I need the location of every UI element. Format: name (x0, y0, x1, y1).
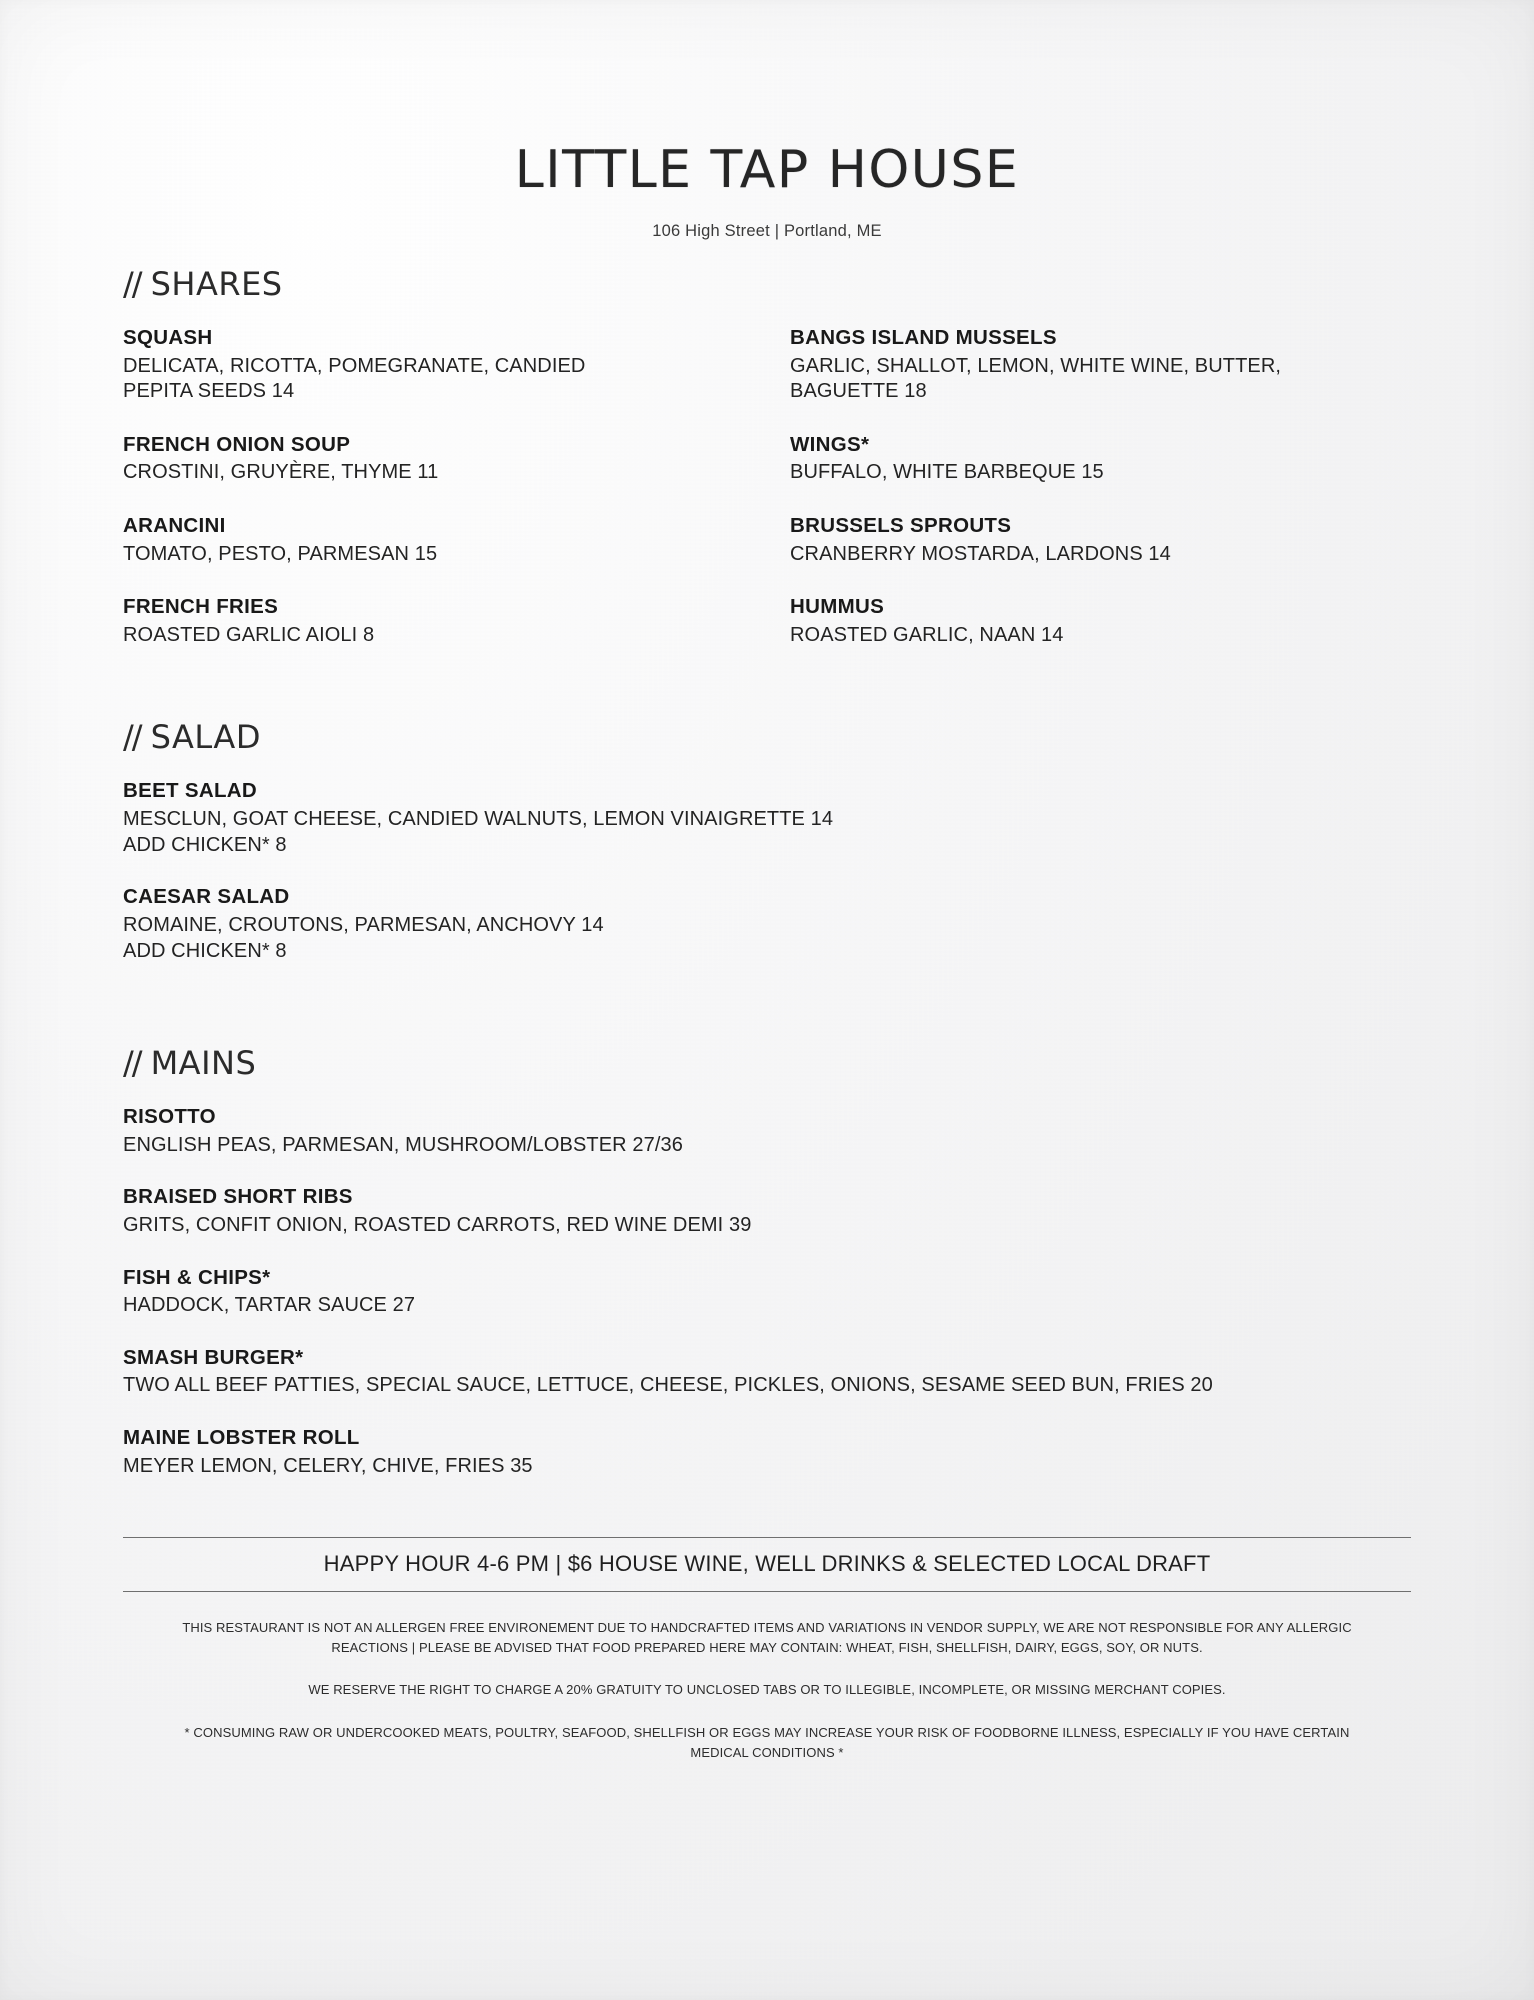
menu-item-description: ROASTED GARLIC AIOLI 8 (123, 623, 375, 646)
menu-item (123, 1184, 1419, 1238)
menu-item-description: TOMATO, PESTO, PARMESAN 15 (123, 542, 438, 565)
menu-item-addon: ADD CHICKEN* 8 (123, 939, 287, 962)
section-heading-shares (115, 265, 1419, 303)
gratuity-notice: WE RESERVE THE RIGHT TO CHARGE A 20% GRATUITY TO UNCLOSED TABS OR TO ILLEGIBLE, INCOMPLETE, OR MISSING MERCHANT COPIES. (308, 1682, 1226, 1698)
salad-list (115, 778, 1419, 964)
shares-left-column (123, 325, 752, 648)
shares-grid (115, 325, 1419, 648)
menu-item (790, 513, 1419, 567)
menu-item-description: ROASTED GARLIC, NAAN 14 (790, 623, 1064, 646)
menu-item-name: FRENCH ONION SOUP (123, 432, 351, 456)
slash-decoration-salad: // (123, 718, 141, 757)
happy-hour-banner: HAPPY HOUR 4-6 PM | $6 HOUSE WINE, WELL DRINKS & SELECTED LOCAL DRAFT (123, 1537, 1411, 1592)
menu-item-description: GARLIC, SHALLOT, LEMON, WHITE WINE, BUTTER, (790, 354, 1282, 377)
menu-item (123, 1265, 1419, 1319)
menu-item-description: HADDOCK, TARTAR SAUCE 27 (123, 1294, 416, 1317)
menu-item-name: RISOTTO (123, 1105, 216, 1129)
menu-item-description: MEYER LEMON, CELERY, CHIVE, FRIES 35 (123, 1454, 533, 1477)
menu-item-description: GRITS, CONFIT ONION, ROASTED CARROTS, RED WINE DEMI 39 (123, 1213, 752, 1236)
menu-item (123, 1425, 1419, 1479)
slash-decoration-shares: // (123, 265, 141, 303)
menu-item-name: CAESAR SALAD (123, 885, 290, 909)
menu-item-name: FRENCH FRIES (123, 595, 279, 619)
menu-item (123, 513, 752, 567)
menu-item (123, 432, 752, 486)
menu-item-description: MESCLUN, GOAT CHEESE, CANDIED WALNUTS, LEMON VINAIGRETTE 14 (123, 808, 834, 831)
menu-item-name: BEET SALAD (123, 779, 257, 803)
shares-right-column (790, 325, 1419, 648)
menu-item-description: BUFFALO, WHITE BARBEQUE 15 (790, 461, 1104, 484)
menu-item-description: CRANBERRY MOSTARDA, LARDONS 14 (790, 542, 1171, 565)
menu-item-name: WINGS* (790, 432, 870, 456)
legal-footer (115, 1618, 1419, 1763)
menu-item-name: ARANCINI (123, 514, 226, 538)
menu-item (123, 884, 1419, 964)
menu-item (123, 778, 1419, 858)
menu-item-description: CROSTINI, GRUYÈRE, THYME 11 (123, 461, 439, 484)
menu-item-name: BANGS ISLAND MUSSELS (790, 326, 1057, 349)
slash-decoration-mains: // (123, 1044, 141, 1083)
menu-item (123, 1345, 1419, 1399)
menu-item-description: DELICATA, RICOTTA, POMEGRANATE, CANDIED (123, 354, 586, 377)
section-heading-mains (115, 1044, 1419, 1082)
menu-item (123, 1104, 1419, 1158)
menu-item (123, 594, 752, 648)
mains-list (115, 1104, 1419, 1479)
menu-item-addon: ADD CHICKEN* 8 (123, 833, 287, 856)
page-title: LITTLE TAP HOUSE (514, 140, 1020, 200)
menu-item-description-line2: PEPITA SEEDS 14 (123, 380, 295, 403)
menu-item (790, 594, 1419, 648)
menu-item-name: BRUSSELS SPROUTS (790, 514, 1012, 538)
restaurant-address: 106 High Street | Portland, ME (652, 222, 882, 240)
menu-item (790, 325, 1419, 405)
menu-item-description-line2: BAGUETTE 18 (790, 380, 927, 403)
menu-item-name: FISH & CHIPS* (123, 1265, 271, 1289)
menu-content (0, 140, 1534, 1763)
section-heading-salad-label: SALAD (150, 718, 261, 757)
section-heading-shares-label: SHARES (150, 265, 283, 303)
menu-item-name: SMASH BURGER* (123, 1345, 304, 1369)
menu-item-name: HUMMUS (790, 595, 885, 619)
menu-item-description: ENGLISH PEAS, PARMESAN, MUSHROOM/LOBSTER 27/36 (123, 1133, 683, 1156)
allergen-notice: THIS RESTAURANT IS NOT AN ALLERGEN FREE ENVIRONEMENT DUE TO HANDCRAFTED ITEMS AND VARIATIONS IN VENDOR SUPPLY, WE ARE NOT RESPONSIBLE FOR ANY ALLERGIC REACTIONS | PLEASE BE ADVISED THAT FOOD PREPARED HERE MAY CONTAIN: WHEAT, FISH, SHELLFISH, DAIRY, EGGS, SOY, OR NUTS. (182, 1620, 1352, 1656)
section-heading-mains-label: MAINS (150, 1044, 257, 1083)
raw-food-notice: * CONSUMING RAW OR UNDERCOOKED MEATS, POULTRY, SEAFOOD, SHELLFISH OR EGGS MAY INCREASE YOUR RISK OF FOODBORNE ILLNESS, ESPECIALLY IF YOU HAVE CERTAIN MEDICAL CONDITIONS * (184, 1724, 1350, 1760)
menu-item-name: MAINE LOBSTER ROLL (123, 1425, 360, 1449)
section-heading-salad (115, 718, 1419, 756)
menu-item-name: SQUASH (123, 326, 213, 349)
menu-item (790, 432, 1419, 486)
menu-item-description: TWO ALL BEEF PATTIES, SPECIAL SAUCE, LETTUCE, CHEESE, PICKLES, ONIONS, SESAME SEED BUN, FRIES 20 (123, 1374, 1213, 1397)
menu-item (123, 325, 752, 405)
menu-item-description: ROMAINE, CROUTONS, PARMESAN, ANCHOVY 14 (123, 913, 604, 936)
menu-item-name: BRAISED SHORT RIBS (123, 1185, 353, 1209)
